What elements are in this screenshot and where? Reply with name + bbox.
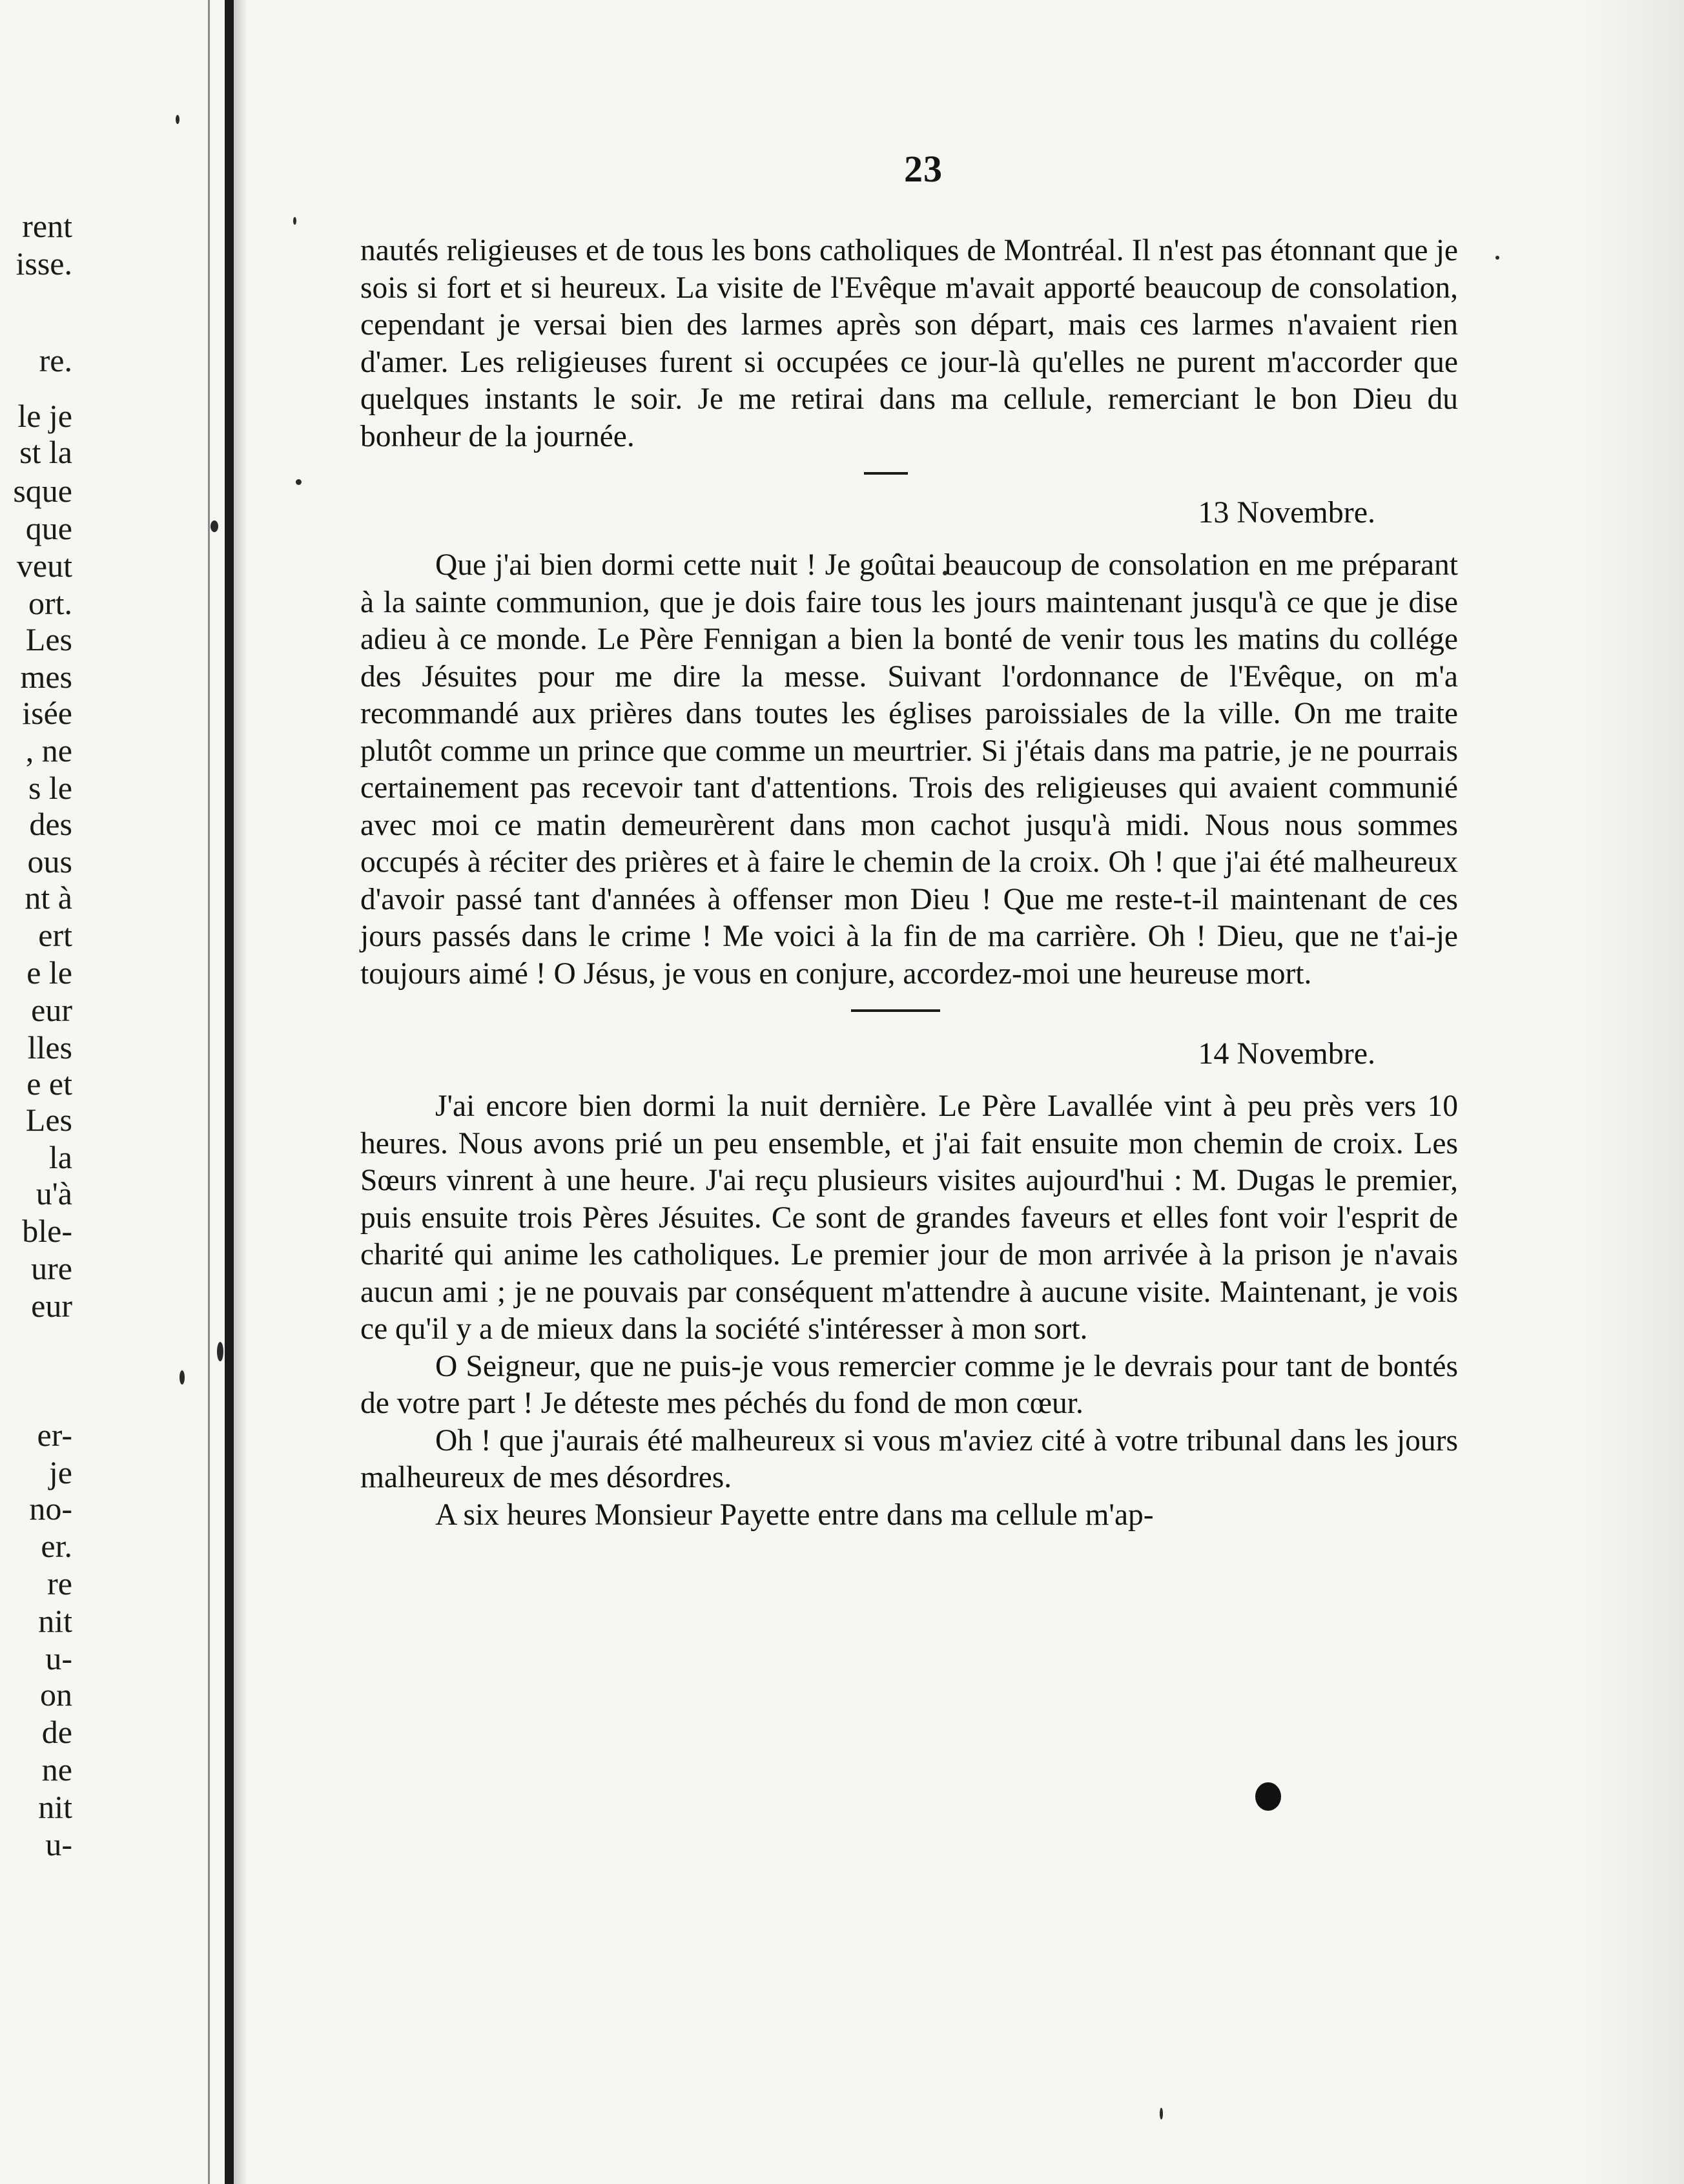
facing-page-line: e et (26, 1066, 72, 1102)
scan-speck (180, 1370, 185, 1385)
scan-speck (217, 1342, 223, 1361)
binding-gutter (225, 0, 234, 2184)
paragraph-5: Oh ! que j'aurais été malheureux si vous m'aviez cité à votre tribunal dans les jours malheureux de mes désordres. (360, 1423, 1458, 1494)
facing-page-line: s le (28, 770, 72, 806)
page-body (360, 232, 1458, 1534)
facing-page-line: ure (31, 1250, 72, 1286)
facing-page-line: ert (38, 917, 72, 953)
facing-page-line: que (25, 510, 72, 546)
facing-page-fragment (0, 0, 207, 2184)
date-heading-13-novembre: 13 Novembre. (1198, 495, 1375, 530)
facing-page-line: eur (31, 1288, 72, 1324)
scan-speck (1160, 2108, 1163, 2119)
facing-page-line: u- (45, 1640, 72, 1676)
scan-speck (176, 115, 180, 124)
facing-page-line: ne (41, 1751, 72, 1787)
facing-page-line: u'à (36, 1175, 72, 1211)
facing-page-line: des (29, 806, 72, 842)
facing-page-line: ble- (22, 1213, 72, 1249)
facing-page-line: Les (25, 621, 72, 657)
facing-page-line: nit (38, 1789, 72, 1825)
facing-page-line: e le (26, 954, 72, 991)
facing-page-line: de (41, 1714, 72, 1750)
paragraph-6: A six heures Monsieur Payette entre dans ma cellule m'ap- (435, 1498, 1154, 1532)
facing-page-line: , ne (25, 732, 72, 768)
paragraph-4: O Seigneur, que ne puis-je vous remercier comme je le devrais pour tant de bontés de votre part ! Je déteste mes péchés du fond de mon cœur. (360, 1349, 1458, 1420)
scan-speck (296, 479, 302, 485)
facing-page-line: isse. (15, 245, 72, 282)
facing-page-line: le je (17, 398, 72, 434)
facing-page-line: re (47, 1565, 72, 1602)
scan-speck (293, 217, 296, 225)
facing-page-line: st la (19, 434, 72, 470)
ink-blot (1255, 1782, 1281, 1811)
paragraph-1: nautés religieuses et de tous les bons catholiques de Montréal. Il n'est pas étonnant que je sois si fort et si heureux. La visite de l'Evêque m'avait apporté beaucoup de consolation, cependant je versai bien des larmes après son départ, mais ces larmes n'avaient rien d'amer. Les religieuses furent si occupées ce jour-là qu'elles ne purent m'accorder que quelques instants le soir. Je me retirai dans ma cellule, remerciant le bon Dieu du bonheur de la journée. (360, 234, 1458, 453)
facing-page-line: mes (20, 659, 72, 695)
facing-page-line: ort. (28, 585, 72, 621)
facing-page-line: ous (27, 843, 72, 880)
facing-page-line: sque (13, 473, 72, 509)
page-edge-shading (1581, 0, 1684, 2184)
facing-page-line: la (48, 1139, 72, 1175)
facing-page-line: veut (16, 548, 72, 584)
scan-speck (211, 520, 218, 532)
section-separator (851, 1009, 940, 1012)
facing-page-line: er. (41, 1528, 72, 1564)
facing-page-line: isée (22, 695, 72, 731)
facing-page-line: no- (29, 1490, 72, 1527)
facing-page-line: u- (45, 1826, 72, 1862)
facing-page-line: er- (37, 1417, 72, 1453)
facing-page-line: rent (22, 208, 72, 244)
gutter-shadow (234, 0, 248, 2184)
page-number: 23 (904, 148, 943, 190)
paragraph-2: Que j'ai bien dormi cette nuit ! Je goûtai beaucoup de consolation en me préparant à la sainte communion, que je dois faire tous les jours maintenant jusqu'à ce que je dise adieu à ce monde. Le Père Fennigan a bien la bonté de venir tous les matins du collége des Jésuites pour me dire la messe. Suivant l'ordonnance de l'Evêque, on m'a recommandé aux prières dans toutes les églises paroissiales de la ville. On me traite plutôt comme un prince que comme un meurtrier. Si j'étais dans ma patrie, je ne pourrais certainement pas recevoir tant d'attentions. Trois des religieuses qui avaient communié avec moi ce matin demeurèrent dans mon cachot jusqu'à midi. Nous nous sommes occupés à réciter des prières et à faire le chemin de la croix. Oh ! que j'ai été malheureux d'avoir passé tant d'années à offenser mon Dieu ! Que me reste-t-il maintenant de ces jours passés dans le crime ! Me voici à la fin de ma carrière. Oh ! Dieu, que ne t'ai-je toujours aimé ! O Jésus, je vous en conjure, accordez-moi une heureuse mort. (360, 548, 1458, 991)
section-separator (864, 472, 908, 475)
facing-page-line: je (48, 1454, 72, 1490)
binding-edge (208, 0, 210, 2184)
facing-page-line: nt à (25, 880, 72, 916)
paragraph-3: J'ai encore bien dormi la nuit dernière. Le Père Lavallée vint à peu près vers 10 heures. Nous avons prié un peu ensemble, et j'ai fait ensuite mon chemin de croix. Les Sœurs vinrent à une heure. J'ai reçu plusieurs visites aujourd'hui : M. Dugas le premier, puis ensuite trois Pères Jésuites. Ce sont de grandes faveurs et elles font voir l'esprit de charité qui anime les catholiques. Le premier jour de mon arrivée à la prison je n'avais aucun ami ; je ne pouvais par conséquent m'attendre à aucune visite. Maintenant, je vois ce qu'il y a de mieux dans la société s'intéresser à mon sort. (360, 1089, 1458, 1346)
facing-page-line: on (40, 1676, 72, 1713)
scan-speck (1495, 256, 1499, 260)
facing-page-line: Les (25, 1102, 72, 1138)
facing-page-line: lles (27, 1029, 72, 1066)
facing-page-line: eur (31, 992, 72, 1028)
facing-page-line: nit (38, 1603, 72, 1639)
date-heading-14-novembre: 14 Novembre. (1198, 1036, 1375, 1071)
facing-page-line: re. (39, 342, 72, 378)
